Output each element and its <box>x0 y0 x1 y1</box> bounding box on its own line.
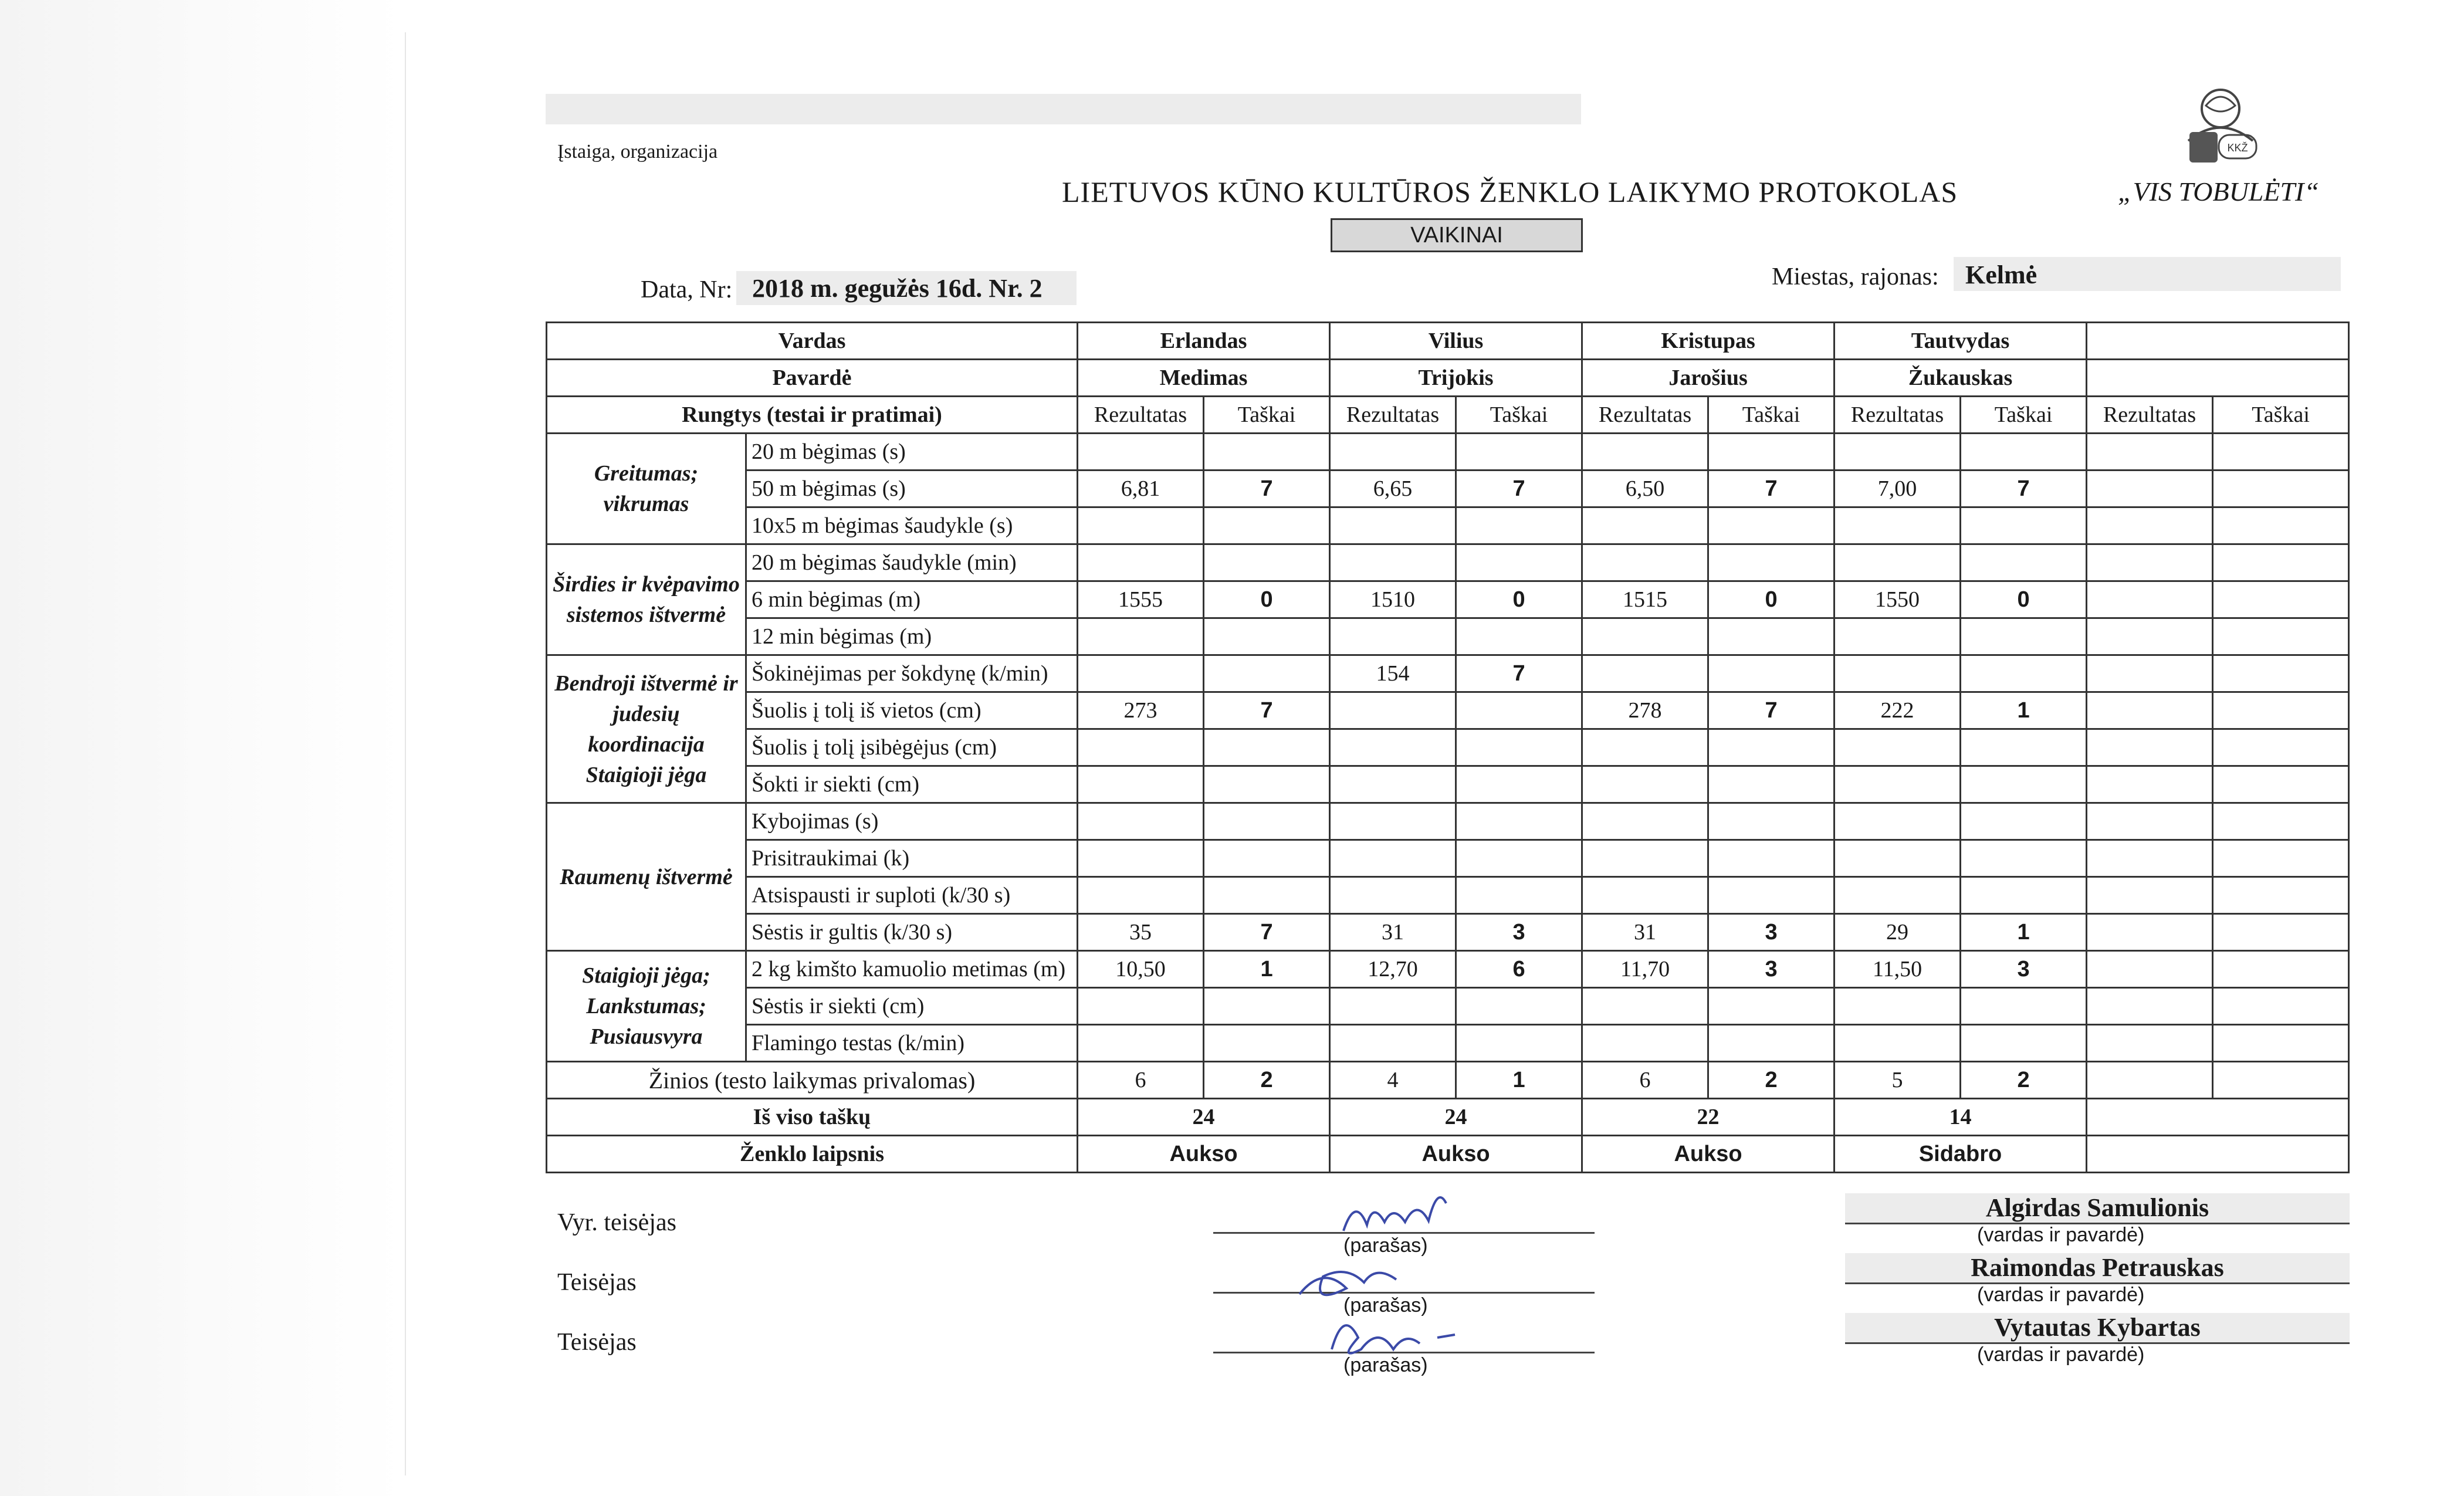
result-cell <box>1582 507 1708 544</box>
result-cell: 6,65 <box>1330 471 1456 507</box>
result-cell <box>1330 729 1456 766</box>
points-cell: 0 <box>1204 581 1330 618</box>
date-label: Data, Nr: <box>641 276 733 303</box>
exercise-row <box>547 729 2349 766</box>
category-label: Bendroji ištvermė ir judesių koordinacija Staigioji jėga <box>547 655 746 803</box>
result-cell <box>1582 655 1708 692</box>
result-cell: 10,50 <box>1078 951 1204 988</box>
knowledge-result-cell: 5 <box>1835 1062 1961 1099</box>
exercise-label: Šuolis į tolį įsibėgėjus (cm) <box>746 729 1078 766</box>
name-caption: (vardas ir pavardė) <box>1977 1343 2145 1366</box>
result-cell <box>1582 544 1708 581</box>
points-cell <box>1204 618 1330 655</box>
result-cell <box>1582 1025 1708 1062</box>
result-cell <box>2087 692 2213 729</box>
total-row <box>547 1099 2349 1136</box>
points-cell <box>1708 877 1835 914</box>
points-column-header: Taškai <box>1961 397 2087 434</box>
points-cell <box>1961 1025 2087 1062</box>
result-cell <box>1835 803 1961 840</box>
points-cell <box>2213 951 2349 988</box>
athlete-first-name: Vilius <box>1330 323 1582 360</box>
exercise-row <box>547 471 2349 507</box>
result-cell: 31 <box>1582 914 1708 951</box>
result-cell <box>2087 877 2213 914</box>
points-cell <box>1456 877 1582 914</box>
athlete-last-name: Jarošius <box>1582 360 1835 397</box>
points-cell: 7 <box>1204 471 1330 507</box>
points-cell <box>2213 1025 2349 1062</box>
result-cell <box>1835 729 1961 766</box>
result-cell <box>1582 877 1708 914</box>
result-cell <box>1582 840 1708 877</box>
total-points-cell: 22 <box>1582 1099 1835 1136</box>
result-cell <box>1835 877 1961 914</box>
points-cell <box>1961 434 2087 471</box>
badge-level-cell: Aukso <box>1582 1136 1835 1173</box>
name-caption: (vardas ir pavardė) <box>1977 1284 2145 1306</box>
total-points-cell <box>2087 1099 2349 1136</box>
result-cell <box>1078 507 1204 544</box>
signature-line <box>1213 1292 1595 1294</box>
judge-role-label: Vyr. teisėjas <box>557 1209 676 1236</box>
knowledge-points-cell: 2 <box>1708 1062 1835 1099</box>
result-cell: 7,00 <box>1835 471 1961 507</box>
signature-line <box>1213 1232 1595 1234</box>
level-label: Ženklo laipsnis <box>547 1136 1078 1173</box>
points-cell <box>1204 803 1330 840</box>
result-column-header: Rezultatas <box>1330 397 1456 434</box>
result-cell <box>1078 988 1204 1025</box>
exercise-label: Šuolis į tolį iš vietos (cm) <box>746 692 1078 729</box>
result-cell <box>1078 434 1204 471</box>
points-cell <box>1204 988 1330 1025</box>
judge-name: Algirdas Samulionis <box>1845 1193 2350 1224</box>
result-cell <box>2087 729 2213 766</box>
total-points-cell: 24 <box>1078 1099 1330 1136</box>
result-cell <box>1078 877 1204 914</box>
badge-level-cell: Aukso <box>1078 1136 1330 1173</box>
points-cell <box>1708 618 1835 655</box>
scan-band-top <box>546 94 1581 124</box>
points-cell <box>1456 729 1582 766</box>
result-cell <box>1078 766 1204 803</box>
result-cell <box>1835 840 1961 877</box>
result-cell <box>2087 471 2213 507</box>
athlete-first-name: Tautvydas <box>1835 323 2087 360</box>
result-column-header: Rezultatas <box>1078 397 1204 434</box>
logo-lettering: KKŽ <box>2227 142 2248 154</box>
city-value: Kelmė <box>1965 260 2037 289</box>
result-cell <box>1330 618 1456 655</box>
exercise-label: 6 min bėgimas (m) <box>746 581 1078 618</box>
exercise-label: Atsispausti ir suploti (k/30 s) <box>746 877 1078 914</box>
result-cell <box>1330 507 1456 544</box>
result-cell <box>1582 803 1708 840</box>
events-label: Rungtys (testai ir pratimai) <box>547 397 1078 434</box>
result-cell: 1555 <box>1078 581 1204 618</box>
result-cell <box>1835 434 1961 471</box>
points-cell <box>1708 434 1835 471</box>
result-cell: 12,70 <box>1330 951 1456 988</box>
category-label: Širdies ir kvėpavimo sistemos ištvermė <box>547 544 746 655</box>
result-cell <box>2087 507 2213 544</box>
signature-caption: (parašas) <box>1343 1354 1428 1376</box>
result-cell: 1515 <box>1582 581 1708 618</box>
points-cell: 6 <box>1456 951 1582 988</box>
result-cell <box>1330 877 1456 914</box>
result-cell <box>2087 655 2213 692</box>
points-cell <box>2213 618 2349 655</box>
result-cell <box>2087 951 2213 988</box>
result-cell <box>1330 1025 1456 1062</box>
points-cell <box>2213 581 2349 618</box>
points-cell <box>2213 988 2349 1025</box>
exercise-row <box>547 544 2349 581</box>
points-cell <box>2213 655 2349 692</box>
points-cell <box>1456 618 1582 655</box>
exercise-row <box>547 581 2349 618</box>
points-cell: 7 <box>1961 471 2087 507</box>
points-column-header: Taškai <box>1456 397 1582 434</box>
points-cell: 1 <box>1961 692 2087 729</box>
exercise-label: Šokti ir siekti (cm) <box>746 766 1078 803</box>
result-cell <box>2087 581 2213 618</box>
result-cell <box>1582 766 1708 803</box>
points-cell: 0 <box>1708 581 1835 618</box>
result-cell: 1510 <box>1330 581 1456 618</box>
points-cell <box>2213 434 2349 471</box>
exercise-row <box>547 877 2349 914</box>
judge-name: Vytautas Kybartas <box>1845 1313 2350 1344</box>
result-cell <box>1330 840 1456 877</box>
knowledge-points-cell: 2 <box>1204 1062 1330 1099</box>
exercise-label: 20 m bėgimas šaudykle (min) <box>746 544 1078 581</box>
points-cell <box>1204 729 1330 766</box>
points-cell <box>1961 803 2087 840</box>
category-label: Staigioji jėga; Lankstumas; Pusiausvyra <box>547 951 746 1062</box>
result-cell: 278 <box>1582 692 1708 729</box>
points-cell <box>1961 618 2087 655</box>
athlete-last-name <box>2087 360 2349 397</box>
result-cell <box>2087 988 2213 1025</box>
result-cell: 6,50 <box>1582 471 1708 507</box>
exercise-label: Sėstis ir siekti (cm) <box>746 988 1078 1025</box>
points-cell <box>1204 877 1330 914</box>
result-cell <box>1835 655 1961 692</box>
result-cell: 29 <box>1835 914 1961 951</box>
exercise-label: 20 m bėgimas (s) <box>746 434 1078 471</box>
exercise-label: Šokinėjimas per šokdynę (k/min) <box>746 655 1078 692</box>
points-cell <box>1456 507 1582 544</box>
points-cell: 7 <box>1456 471 1582 507</box>
points-cell <box>1961 877 2087 914</box>
signature-caption: (parašas) <box>1343 1234 1428 1257</box>
athlete-first-name <box>2087 323 2349 360</box>
knowledge-result-cell: 6 <box>1078 1062 1204 1099</box>
result-cell: 1550 <box>1835 581 1961 618</box>
points-cell: 3 <box>1456 914 1582 951</box>
points-cell <box>2213 507 2349 544</box>
result-cell <box>1835 766 1961 803</box>
category-label: Raumenų ištvermė <box>547 803 746 951</box>
last-name-row <box>547 360 2349 397</box>
knowledge-label: Žinios (testo laikymas privalomas) <box>547 1062 1078 1099</box>
total-label: Iš viso taškų <box>547 1099 1078 1136</box>
name-caption: (vardas ir pavardė) <box>1977 1224 2145 1246</box>
judge-name: Raimondas Petrauskas <box>1845 1253 2350 1284</box>
level-row <box>547 1136 2349 1173</box>
exercise-row <box>547 434 2349 471</box>
result-cell <box>1330 803 1456 840</box>
result-column-header: Rezultatas <box>2087 397 2213 434</box>
points-cell <box>1961 988 2087 1025</box>
knowledge-points-cell: 2 <box>1961 1062 2087 1099</box>
result-cell <box>1330 434 1456 471</box>
points-cell <box>1708 507 1835 544</box>
points-cell <box>1204 434 1330 471</box>
points-cell: 3 <box>1708 951 1835 988</box>
exercise-label: Sėstis ir gultis (k/30 s) <box>746 914 1078 951</box>
result-cell: 31 <box>1330 914 1456 951</box>
exercise-row <box>547 1025 2349 1062</box>
points-cell: 0 <box>1961 581 2087 618</box>
total-points-cell: 14 <box>1835 1099 2087 1136</box>
points-cell <box>1708 766 1835 803</box>
exercise-label: Kybojimas (s) <box>746 803 1078 840</box>
result-cell: 222 <box>1835 692 1961 729</box>
points-cell: 7 <box>1708 692 1835 729</box>
points-cell: 0 <box>1456 581 1582 618</box>
points-cell <box>1708 1025 1835 1062</box>
exercise-label: 10x5 m bėgimas šaudykle (s) <box>746 507 1078 544</box>
points-column-header: Taškai <box>1708 397 1835 434</box>
exercise-label: 12 min bėgimas (m) <box>746 618 1078 655</box>
first-name-label: Vardas <box>547 323 1078 360</box>
result-cell: 6,81 <box>1078 471 1204 507</box>
points-cell <box>1204 1025 1330 1062</box>
exercise-label: Prisitraukimai (k) <box>746 840 1078 877</box>
kkz-emblem-icon <box>2165 76 2276 176</box>
total-points-cell: 24 <box>1330 1099 1582 1136</box>
points-cell: 7 <box>1708 471 1835 507</box>
points-cell: 3 <box>1961 951 2087 988</box>
result-cell <box>1078 840 1204 877</box>
judge-role-label: Teisėjas <box>557 1329 637 1356</box>
knowledge-result-cell: 6 <box>1582 1062 1708 1099</box>
result-cell <box>1078 655 1204 692</box>
points-cell: 3 <box>1708 914 1835 951</box>
result-column-header: Rezultatas <box>1835 397 1961 434</box>
points-cell <box>1961 655 2087 692</box>
result-cell <box>1078 803 1204 840</box>
knowledge-points-cell: 1 <box>1456 1062 1582 1099</box>
result-cell <box>2087 1025 2213 1062</box>
result-cell <box>1835 507 1961 544</box>
result-cell <box>2087 840 2213 877</box>
points-cell <box>1204 840 1330 877</box>
result-cell <box>2087 434 2213 471</box>
first-name-row <box>547 323 2349 360</box>
result-cell <box>1582 434 1708 471</box>
points-cell <box>1961 729 2087 766</box>
points-cell: 1 <box>1204 951 1330 988</box>
scan-margin <box>0 0 405 1496</box>
points-cell: 7 <box>1456 655 1582 692</box>
date-value: 2018 m. gegužės 16d. Nr. 2 <box>752 274 1043 303</box>
badge-level-cell: Sidabro <box>1835 1136 2087 1173</box>
exercise-row <box>547 692 2349 729</box>
last-name-label: Pavardė <box>547 360 1078 397</box>
knowledge-result-cell <box>2087 1062 2213 1099</box>
exercise-row <box>547 988 2349 1025</box>
athlete-first-name: Erlandas <box>1078 323 1330 360</box>
points-cell <box>1708 803 1835 840</box>
points-cell <box>1456 840 1582 877</box>
institution-label: Įstaiga, organizacija <box>557 141 718 163</box>
exercise-label: 2 kg kimšto kamuolio metimas (m) <box>746 951 1078 988</box>
result-cell <box>1078 1025 1204 1062</box>
result-cell: 154 <box>1330 655 1456 692</box>
points-cell <box>1961 544 2087 581</box>
points-cell <box>2213 877 2349 914</box>
points-cell <box>1456 803 1582 840</box>
category-label: Greitumas; vikrumas <box>547 434 746 544</box>
knowledge-points-cell <box>2213 1062 2349 1099</box>
points-cell <box>1204 766 1330 803</box>
points-column-header: Taškai <box>1204 397 1330 434</box>
points-cell <box>1204 507 1330 544</box>
result-cell <box>1330 692 1456 729</box>
result-cell <box>2087 544 2213 581</box>
result-cell <box>1078 544 1204 581</box>
motto: „VIS TOBULĖTI“ <box>2118 177 2319 207</box>
points-cell <box>1456 988 1582 1025</box>
points-cell <box>1456 434 1582 471</box>
result-cell <box>1078 618 1204 655</box>
result-cell: 11,70 <box>1582 951 1708 988</box>
exercise-row <box>547 914 2349 951</box>
points-cell <box>1961 840 2087 877</box>
signature-line <box>1213 1352 1595 1353</box>
exercise-row <box>547 803 2349 840</box>
points-cell <box>1456 692 1582 729</box>
exercise-label: Flamingo testas (k/min) <box>746 1025 1078 1062</box>
athlete-last-name: Trijokis <box>1330 360 1582 397</box>
points-cell <box>2213 471 2349 507</box>
points-column-header: Taškai <box>2213 397 2349 434</box>
badge-level-cell: Aukso <box>1330 1136 1582 1173</box>
exercise-row <box>547 840 2349 877</box>
athlete-last-name: Medimas <box>1078 360 1330 397</box>
signature-caption: (parašas) <box>1343 1294 1428 1316</box>
points-cell <box>2213 544 2349 581</box>
points-cell <box>1708 655 1835 692</box>
exercise-label: 50 m bėgimas (s) <box>746 471 1078 507</box>
points-cell <box>1708 840 1835 877</box>
result-cell: 35 <box>1078 914 1204 951</box>
points-cell <box>1708 729 1835 766</box>
exercise-row <box>547 618 2349 655</box>
result-column-header: Rezultatas <box>1582 397 1708 434</box>
protocol-table <box>546 321 2350 1173</box>
result-cell <box>1835 1025 1961 1062</box>
result-cell <box>1582 618 1708 655</box>
result-cell <box>2087 914 2213 951</box>
result-cell <box>1330 766 1456 803</box>
exercise-row <box>547 655 2349 692</box>
exercise-row <box>547 507 2349 544</box>
knowledge-result-cell: 4 <box>1330 1062 1456 1099</box>
points-cell: 1 <box>1961 914 2087 951</box>
points-cell: 7 <box>1204 692 1330 729</box>
exercise-row <box>547 766 2349 803</box>
judge-role-label: Teisėjas <box>557 1269 637 1296</box>
points-cell <box>1456 1025 1582 1062</box>
badge-level-cell <box>2087 1136 2349 1173</box>
athlete-last-name: Žukauskas <box>1835 360 2087 397</box>
points-cell: 7 <box>1204 914 1330 951</box>
points-cell <box>2213 803 2349 840</box>
city-label: Miestas, rajonas: <box>1772 263 1939 290</box>
result-cell <box>1330 544 1456 581</box>
events-header-row <box>547 397 2349 434</box>
points-cell <box>2213 692 2349 729</box>
result-cell <box>1835 988 1961 1025</box>
points-cell <box>2213 914 2349 951</box>
athlete-first-name: Kristupas <box>1582 323 1835 360</box>
result-cell <box>1582 729 1708 766</box>
result-cell <box>2087 803 2213 840</box>
group-badge: VAIKINAI <box>1331 218 1583 252</box>
result-cell <box>1835 618 1961 655</box>
points-cell <box>1456 766 1582 803</box>
exercise-row <box>547 951 2349 988</box>
result-cell: 11,50 <box>1835 951 1961 988</box>
result-cell <box>1835 544 1961 581</box>
knowledge-row <box>547 1062 2349 1099</box>
points-cell <box>1708 988 1835 1025</box>
result-cell <box>2087 766 2213 803</box>
result-cell: 273 <box>1078 692 1204 729</box>
result-cell <box>1078 729 1204 766</box>
points-cell <box>1708 544 1835 581</box>
points-cell <box>2213 840 2349 877</box>
points-cell <box>1204 544 1330 581</box>
points-cell <box>1961 766 2087 803</box>
points-cell <box>1456 544 1582 581</box>
points-cell <box>2213 766 2349 803</box>
points-cell <box>1204 655 1330 692</box>
points-cell <box>2213 729 2349 766</box>
result-cell <box>1582 988 1708 1025</box>
page-title: LIETUVOS KŪNO KULTŪROS ŽENKLO LAIKYMO PROTOKOLAS <box>1062 175 1958 208</box>
result-cell <box>2087 618 2213 655</box>
points-cell <box>1961 507 2087 544</box>
result-cell <box>1330 988 1456 1025</box>
